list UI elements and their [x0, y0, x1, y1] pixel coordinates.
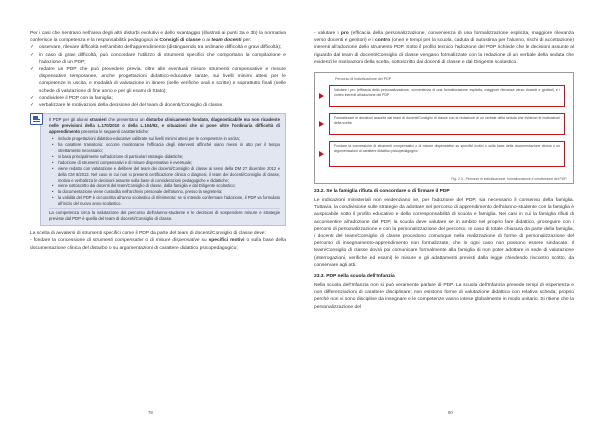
callout-box: [40, 113, 286, 226]
check-icon: ✓: [30, 51, 35, 58]
callout-list-item: • la validità del PDP è circoscritta all'anno scolastico di riferimento: se si intende confermare l'adozione, il PDP va formulato all'inizio del nuovo anno scolastico.: [52, 195, 280, 207]
pro-contro-paragraph: - valutare i pro (efficacia della personalizzazione, convenienza di una formalizzazione esplicita, maggiore rilevanza verso docenti e genitori) e i contro (oneri e tempi per la scuola, caduta di autostima per l'alunno, rischi di accettazione) inerenti all'adozione dello strumento PDP. Sotto il profilo tecnico l'adozione del PDP richiede che le decisioni assunte al riguardo dal team di docenti/Consiglio di classe vengano formalizzate con la redazione di un verbale della seduta che evidenzi le motivazioni della scelta, sottoscritto dai docenti di classe e dal Dirigente scolastico.: [314, 31, 575, 65]
check-icon: ✓: [30, 44, 35, 51]
document-icon: [30, 113, 43, 125]
checklist-item: ✓ verbalizzare le motivazioni della decisione del del team di docenti/Consiglio di classe.: [30, 102, 224, 109]
callout-list-item: • si basa principalmente sull'adozione di particolari strategie didattiche;: [52, 154, 280, 160]
callout-list: [52, 136, 280, 207]
right-page-content: [314, 30, 574, 311]
arrow-icon: [319, 93, 324, 99]
diagram-title: Percorso di individuazione del PDP: [335, 77, 392, 82]
callout-list-item: • include progettazioni didattico-educative calibrate sui livelli minimi attesi per le competenze in uscita;: [52, 136, 280, 142]
checklist-item: ✓ condividere il PDP con la famiglia;: [30, 94, 113, 101]
left-page-content: [30, 30, 286, 252]
pdp-process-diagram: [314, 72, 574, 184]
callout-list-item: • viene sottoscritto dai docenti del team/Consiglio di classe, dalla famiglia e dal Dirigente scolastico;: [52, 183, 280, 189]
section-body-infanzia: Nella scuola dell'Infanzia non si può veramente parlare di PDP. La scuola dell'Infanzia prevede tempi di esperienza e non differenziazioni di carattere disciplinare; non esistono forme di valutazione didattica con relativa scheda; proprio perché non vi sono discipline da insegnare e le competenze vanno intese globalmente in modo unitario. Si ritiene che la personalizzazione del: [314, 283, 574, 310]
callout-list-item: • ha carattere transitorio: occorre monitorarne l'efficacia degli interventi affinché siano messi in atto per il tempo strettamente necessario;: [52, 142, 280, 154]
checklist-item: ✓ in caso di gravi difficoltà, può concordare l'utilizzo di strumenti specifici che comportano la compilazione e l'adozione di un PDP;: [30, 51, 286, 65]
callout-intro: Il PDP per gli alunni stranieri che presentano un disturbo clinicamente fondato, diagnosticabile ma non ricadente nelle previsioni della L.170/2010 o della L.104/92, e situazioni che si pone oltre l'ordinaria difficoltà di apprendimento presenta le seguenti caratteristiche:: [49, 117, 280, 135]
arrow-icon: [319, 151, 324, 157]
page-number-right: 80: [448, 410, 453, 415]
section-heading-family: 23.2. Se la famiglia rifiuta di concordare o di firmare il PDP: [314, 189, 450, 195]
checklist-item: ✓ redarre un PDP che può prevedere previa, oltre alle eventuali misure strumenti compensative e misure dispensative temporanee, anche progettazioni didattico-educative tarate, sui livelli minimi attesi per le competenze in uscita, e modalità di valutazione in itinere (nelle verifiche orali e scritte) e soprattutto finali (nelle schede di valutazione di fine anno e per gli esami di Stato);: [30, 66, 286, 94]
diagram-step-3: Fondare la concessione di strumenti compensativi o di misure dispensative su specifici motivi o sulla base della documentazione clinica o su argomentazioni di carattere didattico psicopedagogico: [329, 141, 565, 167]
diagram-step-1: Valutare i pro (efficacia della personalizzazione, convenienza di una formalizzazione esplicita, maggiore rilevanza verso docenti e genitori) e i contro inerenti all'adozione del PDP: [329, 85, 565, 107]
check-icon: ✓: [30, 94, 35, 101]
right-page: [300, 0, 600, 424]
diagram-caption: Fig. 2.3 - Percorso di individuazione, formalizzazione e condivisione del PDP.: [451, 177, 567, 182]
competence-checklist: [30, 44, 286, 109]
checklist-item: ✓ osservare, rilevare difficoltà nell'ambito dell'apprendimento (distinguendo tra ordinarie difficoltà e gravi difficoltà);: [30, 44, 282, 51]
bottom-paragraph-detail: - fondare la concessione di strumenti compensativi o di misure dispensative su specifici motivi o sulla base della documentazione clinica del disturbo o su argomentazioni di carattere didattico psicopedagogico;: [30, 238, 286, 251]
bottom-paragraph-intro: La scelta di avvalersi di strumenti specifici come il PDP da parte del team di docenti/Consiglio di classe deve:: [30, 231, 266, 237]
section-body-family: Le indicazioni ministeriali non evidenziano se, per l'adozione del PDP, sia necessario il consenso della famiglia. Tuttavia, la condivisione sulle strategie da adottare nel percorso di apprendimento dell'alunno-studente con la famiglia è auspicabile sotto il profilo educativo e della corresponsabilità di scuola e famiglia. Nei casi in cui la famiglia rifiuti di acconsentire all'adozione del PDP, la scuola deve valutare se in ambito nel proprio fare didattico, proseguire con i percorsi di personalizzazione e con la personalizzazione del percorso. In caso di totale chiusura da parte della famiglia, i docenti del team/Consiglio di classe procedono comunque nella realizzazione di forme di personalizzazione del percorso di insegnamento-apprendimento non formalizzate, che in ogni caso non possono essere sindacate. Il team/Consiglio di classe dovrà poi comunicare formalmente alla famiglia di non poter adottare in sede di valutazione (interrogazioni, verifiche ed esami) le misure e gli adattamenti previsti dalla legge chiedendo riscontro scritto, da conservare agli atti.: [314, 198, 574, 268]
callout-list-item: • viene redatto con valutazione e delibere del team dei docenti/Consiglio di classe ai sensi della DM 27 dicembre 2012 e della CM 6/2013. Nel caso in cui non si presenti certificazione clinica o diagnosi, il team dei docenti/Consiglio di classe, motiva e verbalizza le decisioni assunte sulla base di considerazioni pedagogiche e didattiche;: [52, 166, 280, 184]
intro-paragraph: Per i casi che rientrano nell'area degli altri disturbi evolutivi e dello svantaggio (illustrati ai punti 3a e 3b) la normativa conferisce la competenza e la responsabilità pedagogica ai Consigli di classe o ai team docenti per:: [30, 31, 286, 44]
pdp-callout: [30, 113, 286, 226]
check-icon: ✓: [30, 102, 35, 109]
callout-list-item: • la documentazione viene custodita nell'archivio personale dell'alunno, presso la segreteria;: [52, 189, 280, 195]
callout-list-item: • l'adozione di strumenti compensativi e di misure dispensative è eventuale;: [52, 160, 280, 166]
diagram-step-2: Formalizzare le decisioni assunte dal team di docenti/Consiglio di classe con la redazione di un verbale della seduta che evidenzi le motivazioni della scelta: [329, 113, 565, 135]
callout-divider: [49, 208, 280, 209]
page-number-left: 78: [148, 410, 153, 415]
arrow-icon: [319, 121, 324, 127]
check-icon: ✓: [30, 66, 35, 73]
section-heading-infanzia: 23.3. PDP nella scuola dell'Infanzia: [314, 274, 395, 280]
callout-footer: La competenza circa la valutazione del percorso dell'alunno-studente e le decisioni di sospendere misure e strategie previste dal PDP è quella del team di docenti/Consiglio di classe.: [49, 210, 280, 222]
